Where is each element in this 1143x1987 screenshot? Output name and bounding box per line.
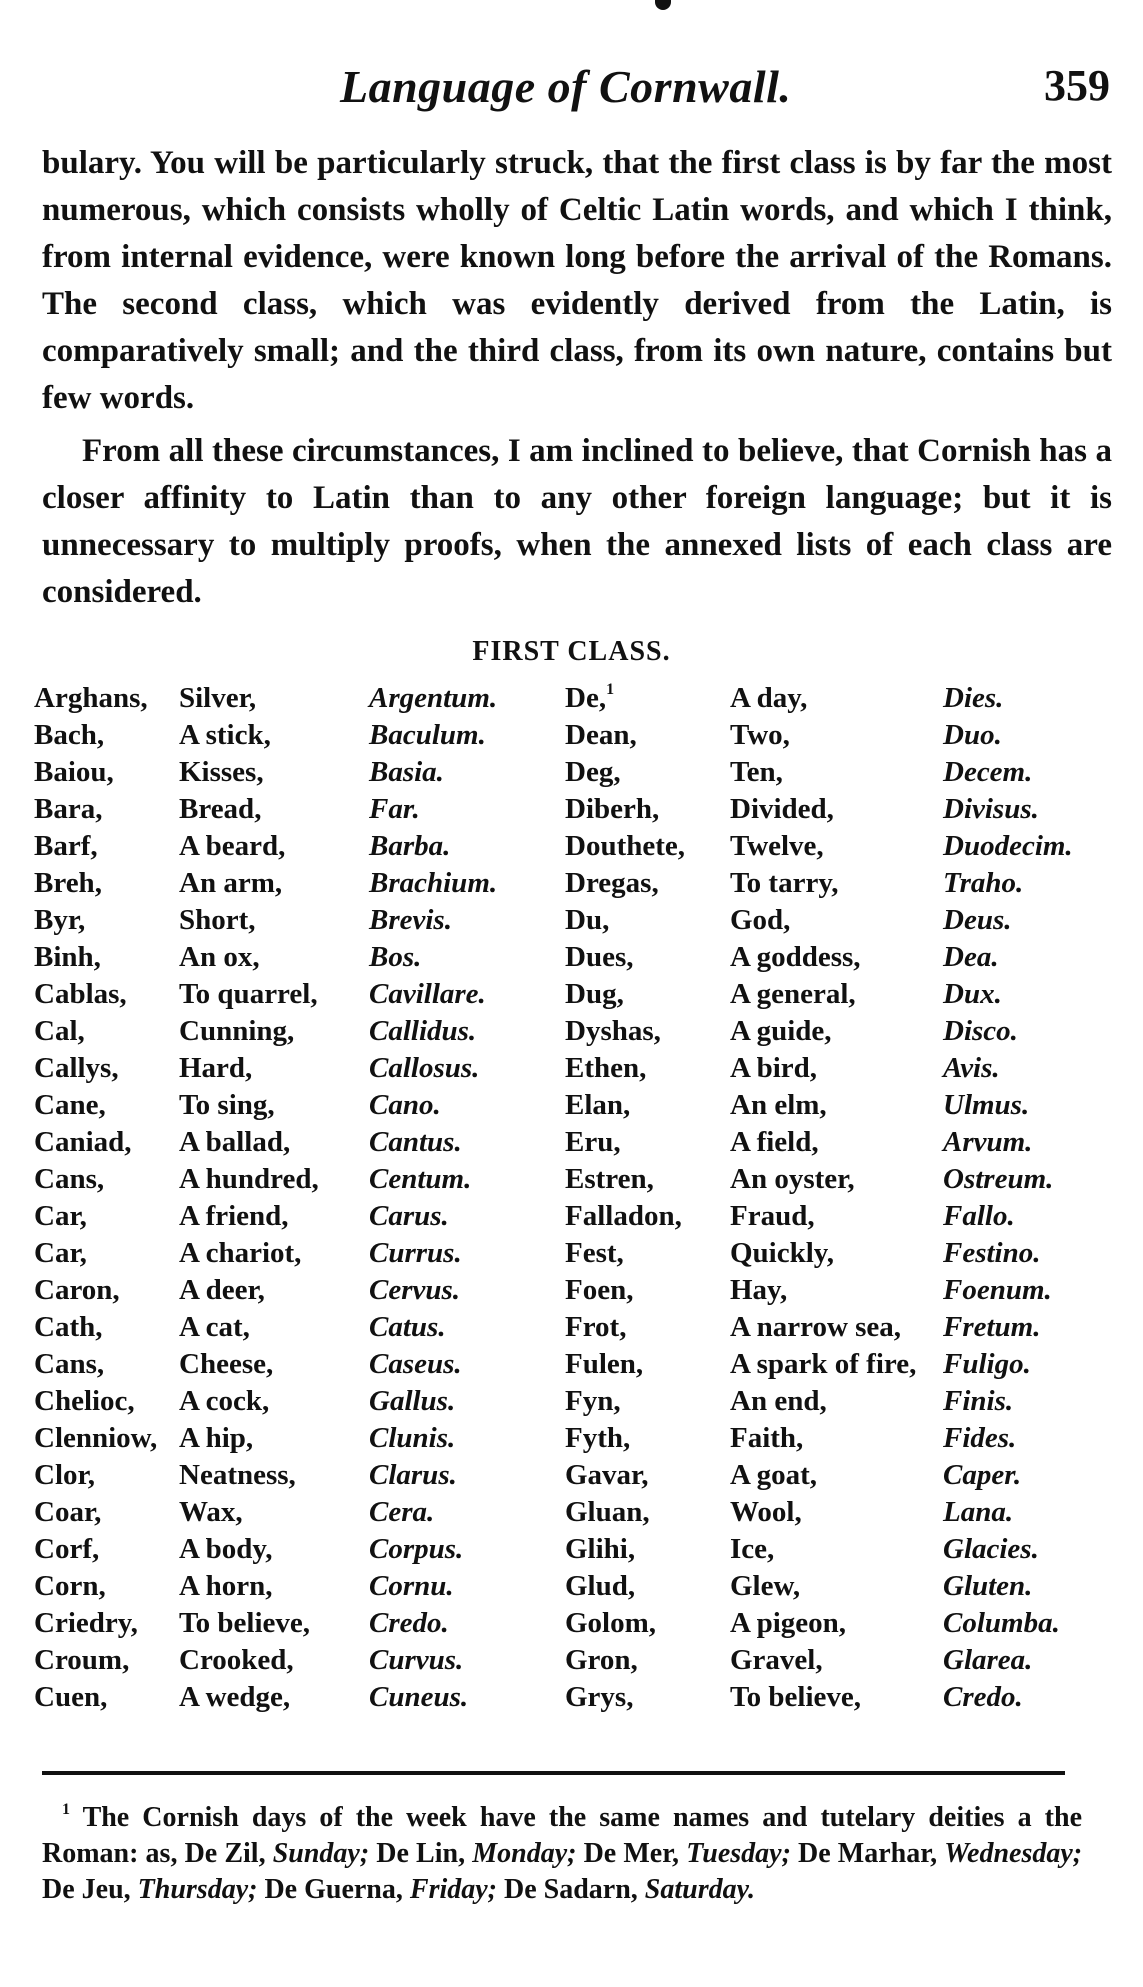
table-row [34, 1642, 1094, 1679]
table-row [34, 791, 1094, 828]
vocabulary-table [34, 680, 1094, 1716]
latin-word: Bos. [369, 941, 422, 973]
cornish-word: Cans, [34, 1348, 105, 1380]
latin-word: Glarea. [943, 1644, 1033, 1676]
english-meaning: A general, [730, 978, 856, 1010]
cornish-word: Gavar, [565, 1459, 649, 1491]
cornish-word: Clenniow, [34, 1422, 158, 1454]
english-meaning: A horn, [179, 1570, 273, 1602]
cornish-word: Cablas, [34, 978, 127, 1010]
english-meaning: A guide, [730, 1015, 832, 1047]
vocabulary-table-body [34, 680, 1094, 1716]
latin-word: Dies. [943, 682, 1004, 714]
page-number: 359 [1044, 61, 1110, 110]
english-meaning: A hundred, [179, 1163, 319, 1195]
english-meaning: A cock, [179, 1385, 270, 1417]
footnote-day-cornish: De Jeu, [42, 1874, 131, 1905]
english-meaning: A bird, [730, 1052, 818, 1084]
latin-word: Basia. [369, 756, 444, 788]
latin-word: Fuligo. [943, 1348, 1031, 1380]
english-meaning: Hard, [179, 1052, 253, 1084]
table-row [34, 939, 1094, 976]
cornish-word: Binh, [34, 941, 101, 973]
top-mark [655, 0, 671, 10]
cornish-word: Dues, [565, 941, 634, 973]
footnote-day-latin: Tuesday; [686, 1838, 791, 1869]
cornish-word: Dyshas, [565, 1015, 661, 1047]
table-row [34, 1346, 1094, 1383]
cornish-word: Chelioc, [34, 1385, 135, 1417]
latin-word: Corpus. [369, 1533, 464, 1565]
table-row [34, 976, 1094, 1013]
table-row [34, 1272, 1094, 1309]
english-meaning: A spark of fire, [730, 1348, 917, 1380]
latin-word: Decem. [943, 756, 1033, 788]
footnote-day-latin: Thursday; [137, 1874, 258, 1905]
cornish-word: Gron, [565, 1644, 638, 1676]
cornish-word: Fyn, [565, 1385, 621, 1417]
english-meaning: Silver, [179, 682, 257, 714]
latin-word: Cano. [369, 1089, 441, 1121]
cornish-word: Byr, [34, 904, 86, 936]
cornish-word: Corf, [34, 1533, 100, 1565]
cornish-word: Foen, [565, 1274, 634, 1306]
latin-word: Foenum. [943, 1274, 1052, 1306]
cornish-word: Cuen, [34, 1681, 108, 1713]
english-meaning: A friend, [179, 1200, 289, 1232]
latin-word: Disco. [943, 1015, 1018, 1047]
latin-word: Cantus. [369, 1126, 462, 1158]
table-row [34, 1383, 1094, 1420]
english-meaning: Ten, [730, 756, 783, 788]
latin-word: Centum. [369, 1163, 472, 1195]
table-row [34, 1605, 1094, 1642]
cornish-word: Estren, [565, 1163, 654, 1195]
english-meaning: A field, [730, 1126, 819, 1158]
cornish-word [565, 680, 730, 717]
english-meaning: Gravel, [730, 1644, 823, 1676]
cornish-word: Glud, [565, 1570, 636, 1602]
english-meaning: A goat, [730, 1459, 817, 1491]
latin-word: Currus. [369, 1237, 462, 1269]
table-row [34, 1050, 1094, 1087]
english-meaning: To believe, [179, 1607, 311, 1639]
cornish-word: Car, [34, 1200, 87, 1232]
latin-word: Clunis. [369, 1422, 456, 1454]
cornish-word: Criedry, [34, 1607, 138, 1639]
latin-word: Curvus. [369, 1644, 464, 1676]
latin-word: Ostreum. [943, 1163, 1054, 1195]
latin-word: Credo. [369, 1607, 449, 1639]
table-row [34, 1124, 1094, 1161]
english-meaning: Crooked, [179, 1644, 294, 1676]
latin-word: Glacies. [943, 1533, 1039, 1565]
latin-word: Cera. [369, 1496, 435, 1528]
cornish-word: Arghans, [34, 682, 148, 714]
english-meaning: A stick, [179, 719, 271, 751]
english-meaning: Ice, [730, 1533, 775, 1565]
latin-word: Fretum. [943, 1311, 1041, 1343]
cornish-word: Cath, [34, 1311, 103, 1343]
latin-word: Caper. [943, 1459, 1022, 1491]
footnote-day-cornish: De Zil, [184, 1838, 266, 1869]
english-meaning: Bread, [179, 793, 262, 825]
table-row [34, 865, 1094, 902]
latin-word: Duo. [943, 719, 1002, 751]
latin-word: Gallus. [369, 1385, 456, 1417]
english-meaning: Glew, [730, 1570, 801, 1602]
table-row [34, 902, 1094, 939]
page-header [40, 52, 1110, 122]
cornish-word: Bach, [34, 719, 105, 751]
cornish-word: Dregas, [565, 867, 659, 899]
english-meaning: A chariot, [179, 1237, 302, 1269]
english-meaning: A narrow sea, [730, 1311, 902, 1343]
latin-word: Duodecim. [943, 830, 1073, 862]
cornish-word: Barf, [34, 830, 98, 862]
footnote-day-latin: Friday; [409, 1874, 497, 1905]
table-row [34, 1531, 1094, 1568]
cornish-word-text: De, [565, 682, 607, 714]
latin-word: Cavillare. [369, 978, 486, 1010]
latin-word: Caseus. [369, 1348, 462, 1380]
cornish-word: Diberh, [565, 793, 660, 825]
cornish-word: Fulen, [565, 1348, 644, 1380]
latin-word: Carus. [369, 1200, 449, 1232]
cornish-word: Cans, [34, 1163, 105, 1195]
latin-word: Deus. [943, 904, 1012, 936]
english-meaning: A day, [730, 682, 808, 714]
latin-word: Argentum. [369, 682, 498, 714]
cornish-word: Cane, [34, 1089, 106, 1121]
cornish-word: Grys, [565, 1681, 634, 1713]
english-meaning: God, [730, 904, 791, 936]
table-row [34, 1457, 1094, 1494]
cornish-word: Elan, [565, 1089, 631, 1121]
table-row [34, 1568, 1094, 1605]
english-meaning: A pigeon, [730, 1607, 847, 1639]
english-meaning: An arm, [179, 867, 283, 899]
cornish-word: Dug, [565, 978, 624, 1010]
cornish-word: Deg, [565, 756, 621, 788]
cornish-word: Clor, [34, 1459, 95, 1491]
latin-word: Clarus. [369, 1459, 457, 1491]
latin-word: Catus. [369, 1311, 446, 1343]
footnote-lead: The Cornish days of the week have the same names and tutelary deities a the Roman: as, [42, 1802, 1082, 1869]
english-meaning: An oyster, [730, 1163, 855, 1195]
footnote-day-latin: Monday; [472, 1838, 577, 1869]
cornish-word: Dean, [565, 719, 637, 751]
cornish-word: Cal, [34, 1015, 85, 1047]
latin-word: Barba. [369, 830, 451, 862]
english-meaning: Cunning, [179, 1015, 295, 1047]
english-meaning: A ballad, [179, 1126, 291, 1158]
english-meaning: Short, [179, 904, 256, 936]
latin-word: Callosus. [369, 1052, 480, 1084]
cornish-word: Caniad, [34, 1126, 132, 1158]
english-meaning: To quarrel, [179, 978, 318, 1010]
english-meaning: A beard, [179, 830, 286, 862]
latin-word: Cervus. [369, 1274, 461, 1306]
footnote-text [42, 1800, 1082, 1908]
cornish-word: Glihi, [565, 1533, 636, 1565]
cornish-word: Ethen, [565, 1052, 647, 1084]
english-meaning: An end, [730, 1385, 827, 1417]
footnote-reference: 1 [606, 681, 615, 698]
english-meaning: To tarry, [730, 867, 839, 899]
latin-word: Fides. [943, 1422, 1017, 1454]
cornish-word: Coar, [34, 1496, 102, 1528]
english-meaning: A goddess, [730, 941, 861, 973]
english-meaning: Faith, [730, 1422, 804, 1454]
latin-word: Columba. [943, 1607, 1060, 1639]
latin-word: Lana. [943, 1496, 1014, 1528]
footnote-day-cornish: De Marhar, [798, 1838, 938, 1869]
cornish-word: Callys, [34, 1052, 119, 1084]
latin-word: Cuneus. [369, 1681, 469, 1713]
cornish-word: Car, [34, 1237, 87, 1269]
english-meaning: An elm, [730, 1089, 827, 1121]
table-row [34, 754, 1094, 791]
latin-word: Arvum. [943, 1126, 1033, 1158]
english-meaning: Two, [730, 719, 790, 751]
english-meaning: Fraud, [730, 1200, 815, 1232]
cornish-word: Caron, [34, 1274, 120, 1306]
paragraph-2: From all these circumstances, I am inclined to believe, that Cornish has a closer affinity to Latin than to any other foreign language; but it is unnecessary to multiply proofs, when the annexed lists of each class are considered. [42, 433, 1112, 610]
footnote-day-latin: Sunday; [272, 1838, 370, 1869]
english-meaning: A body, [179, 1533, 273, 1565]
english-meaning: An ox, [179, 941, 260, 973]
paragraph-1: bulary. You will be particularly struck, that the first class is by far the most numerous, which consists wholly of Celtic Latin words, and which I think, from internal evidence, were known long before the arrival of the Romans. The second class, which was evidently derived from the Latin, is comparatively small; and the third class, from its own nature, contains but few words. [42, 145, 1112, 416]
latin-word: Ulmus. [943, 1089, 1030, 1121]
cornish-word: Fest, [565, 1237, 624, 1269]
running-title: Language of Cornwall. [340, 61, 792, 112]
latin-word: Brachium. [369, 867, 498, 899]
table-row [34, 1420, 1094, 1457]
english-meaning: A cat, [179, 1311, 250, 1343]
english-meaning: Kisses, [179, 756, 264, 788]
latin-word: Callidus. [369, 1015, 477, 1047]
cornish-word: Eru, [565, 1126, 621, 1158]
footnote-day-latin: Wednesday; [944, 1838, 1083, 1869]
cornish-word: Golom, [565, 1607, 657, 1639]
english-meaning: To believe, [730, 1681, 862, 1713]
english-meaning: Neatness, [179, 1459, 296, 1491]
footnote-day-latin: Saturday. [644, 1874, 756, 1905]
cornish-word: Baiou, [34, 756, 114, 788]
latin-word: Brevis. [369, 904, 452, 936]
latin-word: Dea. [943, 941, 999, 973]
latin-word: Finis. [943, 1385, 1014, 1417]
english-meaning: Hay, [730, 1274, 788, 1306]
english-meaning: Quickly, [730, 1237, 834, 1269]
cornish-word: Bara, [34, 793, 103, 825]
cornish-word: Frot, [565, 1311, 627, 1343]
table-row [34, 1161, 1094, 1198]
footnote-day-cornish: De Guerna, [264, 1874, 403, 1905]
class-heading: FIRST CLASS. [472, 636, 671, 667]
latin-word: Traho. [943, 867, 1024, 899]
english-meaning: Wool, [730, 1496, 802, 1528]
footnote-day-cornish: De Sadarn, [504, 1874, 638, 1905]
table-row [34, 1087, 1094, 1124]
cornish-word: Gluan, [565, 1496, 650, 1528]
cornish-word: Corn, [34, 1570, 106, 1602]
english-meaning: Wax, [179, 1496, 243, 1528]
body-text [42, 140, 1112, 616]
latin-word: Fallo. [943, 1200, 1015, 1232]
english-meaning: A deer, [179, 1274, 265, 1306]
cornish-word: Douthete, [565, 830, 686, 862]
table-row [34, 1679, 1094, 1716]
table-row [34, 1013, 1094, 1050]
english-meaning: A wedge, [179, 1681, 291, 1713]
table-row [34, 1235, 1094, 1272]
latin-word: Divisus. [943, 793, 1039, 825]
table-row [34, 828, 1094, 865]
latin-word: Avis. [943, 1052, 1000, 1084]
footnote-day-cornish: De Lin, [376, 1838, 466, 1869]
cornish-word: Du, [565, 904, 610, 936]
latin-word: Gluten. [943, 1570, 1033, 1602]
latin-word: Dux. [943, 978, 1002, 1010]
cornish-word: Fyth, [565, 1422, 631, 1454]
cornish-word: Breh, [34, 867, 102, 899]
latin-word: Cornu. [369, 1570, 454, 1602]
footnote [42, 1800, 1082, 1908]
english-meaning: To sing, [179, 1089, 275, 1121]
english-meaning: Twelve, [730, 830, 824, 862]
latin-word: Baculum. [369, 719, 486, 751]
table-row [34, 717, 1094, 754]
footnote-rule [42, 1771, 1065, 1775]
english-meaning: Divided, [730, 793, 834, 825]
latin-word: Credo. [943, 1681, 1023, 1713]
cornish-word: Croum, [34, 1644, 130, 1676]
table-row [34, 1198, 1094, 1235]
latin-word: Festino. [943, 1237, 1041, 1269]
english-meaning: A hip, [179, 1422, 254, 1454]
footnote-day-cornish: De Mer, [583, 1838, 680, 1869]
footnote-marker: 1 [62, 1801, 70, 1818]
latin-word: Far. [369, 793, 420, 825]
table-row [34, 1494, 1094, 1531]
table-row [34, 680, 1094, 717]
english-meaning: Cheese, [179, 1348, 274, 1380]
cornish-word: Falladon, [565, 1200, 682, 1232]
table-row [34, 1309, 1094, 1346]
